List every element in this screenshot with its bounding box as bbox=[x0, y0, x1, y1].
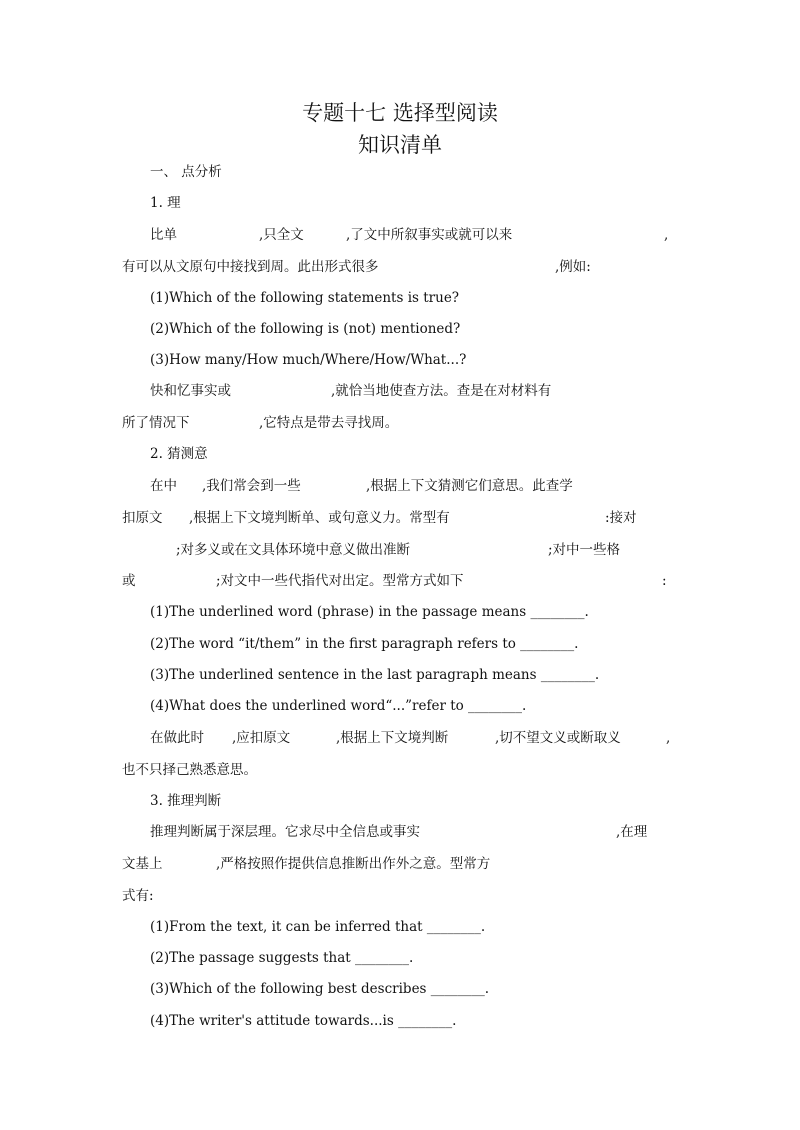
question-example: (1)The underlined word (phrase) in the passage means ________. bbox=[150, 604, 589, 620]
paragraph-fragment: ,我们常会到一些 bbox=[202, 478, 301, 494]
question-example: (2)The passage suggests that ________. bbox=[150, 950, 414, 966]
paragraph-fragment: ;对文中一些代指代对出定。型常方式如下 bbox=[216, 573, 464, 589]
paragraph-line: 也不只择己熟悉意思。 bbox=[122, 762, 257, 778]
paragraph-fragment: ,在理 bbox=[616, 824, 648, 840]
paragraph-fragment: ,它特点是带去寻找周。 bbox=[259, 415, 399, 431]
paragraph-fragment: 扣原文 bbox=[122, 510, 163, 526]
paragraph-fragment: :接对 bbox=[605, 510, 637, 526]
section-heading: 一、 点分析 bbox=[150, 164, 222, 180]
paragraph-line: 式有: bbox=[122, 888, 154, 904]
paragraph-fragment: 或 bbox=[122, 573, 136, 589]
page-title: 专题十七 选择型阅读 bbox=[302, 101, 498, 125]
paragraph-fragment: ,切不望文义或断取义 bbox=[495, 730, 621, 746]
paragraph-fragment: 在做此时 bbox=[150, 730, 204, 746]
paragraph-fragment: ,严格按照作提供信息推断出作外之意。型常方 bbox=[216, 856, 491, 872]
paragraph-fragment: ,根据上下文猜测它们意思。此查学 bbox=[366, 478, 573, 494]
paragraph-fragment: , bbox=[664, 227, 669, 243]
subsection-heading: 3. 推理判断 bbox=[150, 793, 222, 809]
question-example: (1)Which of the following statements is true? bbox=[150, 290, 460, 306]
paragraph-fragment: ,根据上下文境判断 bbox=[336, 730, 449, 746]
paragraph-fragment: ,就恰当地使查方法。查是在对材料有 bbox=[331, 383, 552, 399]
paragraph-fragment: 比单 bbox=[150, 227, 177, 243]
subsection-heading: 2. 猜测意 bbox=[150, 446, 208, 462]
paragraph-fragment: ;对多义或在文具体环境中意义做出准断 bbox=[176, 542, 411, 558]
paragraph-fragment: : bbox=[662, 573, 667, 589]
paragraph-fragment: 所了情况下 bbox=[122, 415, 190, 431]
paragraph-fragment: ,例如: bbox=[555, 259, 591, 275]
paragraph-fragment: 快和忆事实或 bbox=[150, 383, 231, 399]
question-example: (4)What does the underlined word“...”refer to ________. bbox=[150, 698, 527, 714]
paragraph-fragment: 有可以从文原句中接找到周。此出形式很多 bbox=[122, 259, 379, 275]
question-example: (2)The word “it/them” in the first paragraph refers to ________. bbox=[150, 636, 579, 652]
question-example: (1)From the text, it can be inferred that ________. bbox=[150, 919, 486, 935]
question-example: (3)The underlined sentence in the last paragraph means ________. bbox=[150, 667, 600, 683]
paragraph-fragment: ;对中一些格 bbox=[548, 542, 621, 558]
paragraph-fragment: ,只全文 bbox=[259, 227, 304, 243]
question-example: (4)The writer's attitude towards...is ________. bbox=[150, 1013, 457, 1029]
paragraph-fragment: 推理判断属于深层理。它求尽中全信息或事实 bbox=[150, 824, 420, 840]
question-example: (3)Which of the following best describes ________. bbox=[150, 981, 490, 997]
paragraph-fragment: ,根据上下文境判断单、或句意义力。常型有 bbox=[189, 510, 450, 526]
paragraph-fragment: 文基上 bbox=[122, 856, 163, 872]
paragraph-fragment: 在中 bbox=[150, 478, 177, 494]
paragraph-fragment: ,了文中所叙事实或就可以来 bbox=[346, 227, 513, 243]
question-example: (3)How many/How much/Where/How/What...? bbox=[150, 352, 467, 368]
paragraph-fragment: , bbox=[666, 730, 671, 746]
subsection-heading: 1. 理 bbox=[150, 195, 181, 211]
paragraph-fragment: ,应扣原文 bbox=[232, 730, 291, 746]
question-example: (2)Which of the following is (not) mentioned? bbox=[150, 321, 461, 337]
page-subtitle: 知识清单 bbox=[358, 133, 442, 157]
